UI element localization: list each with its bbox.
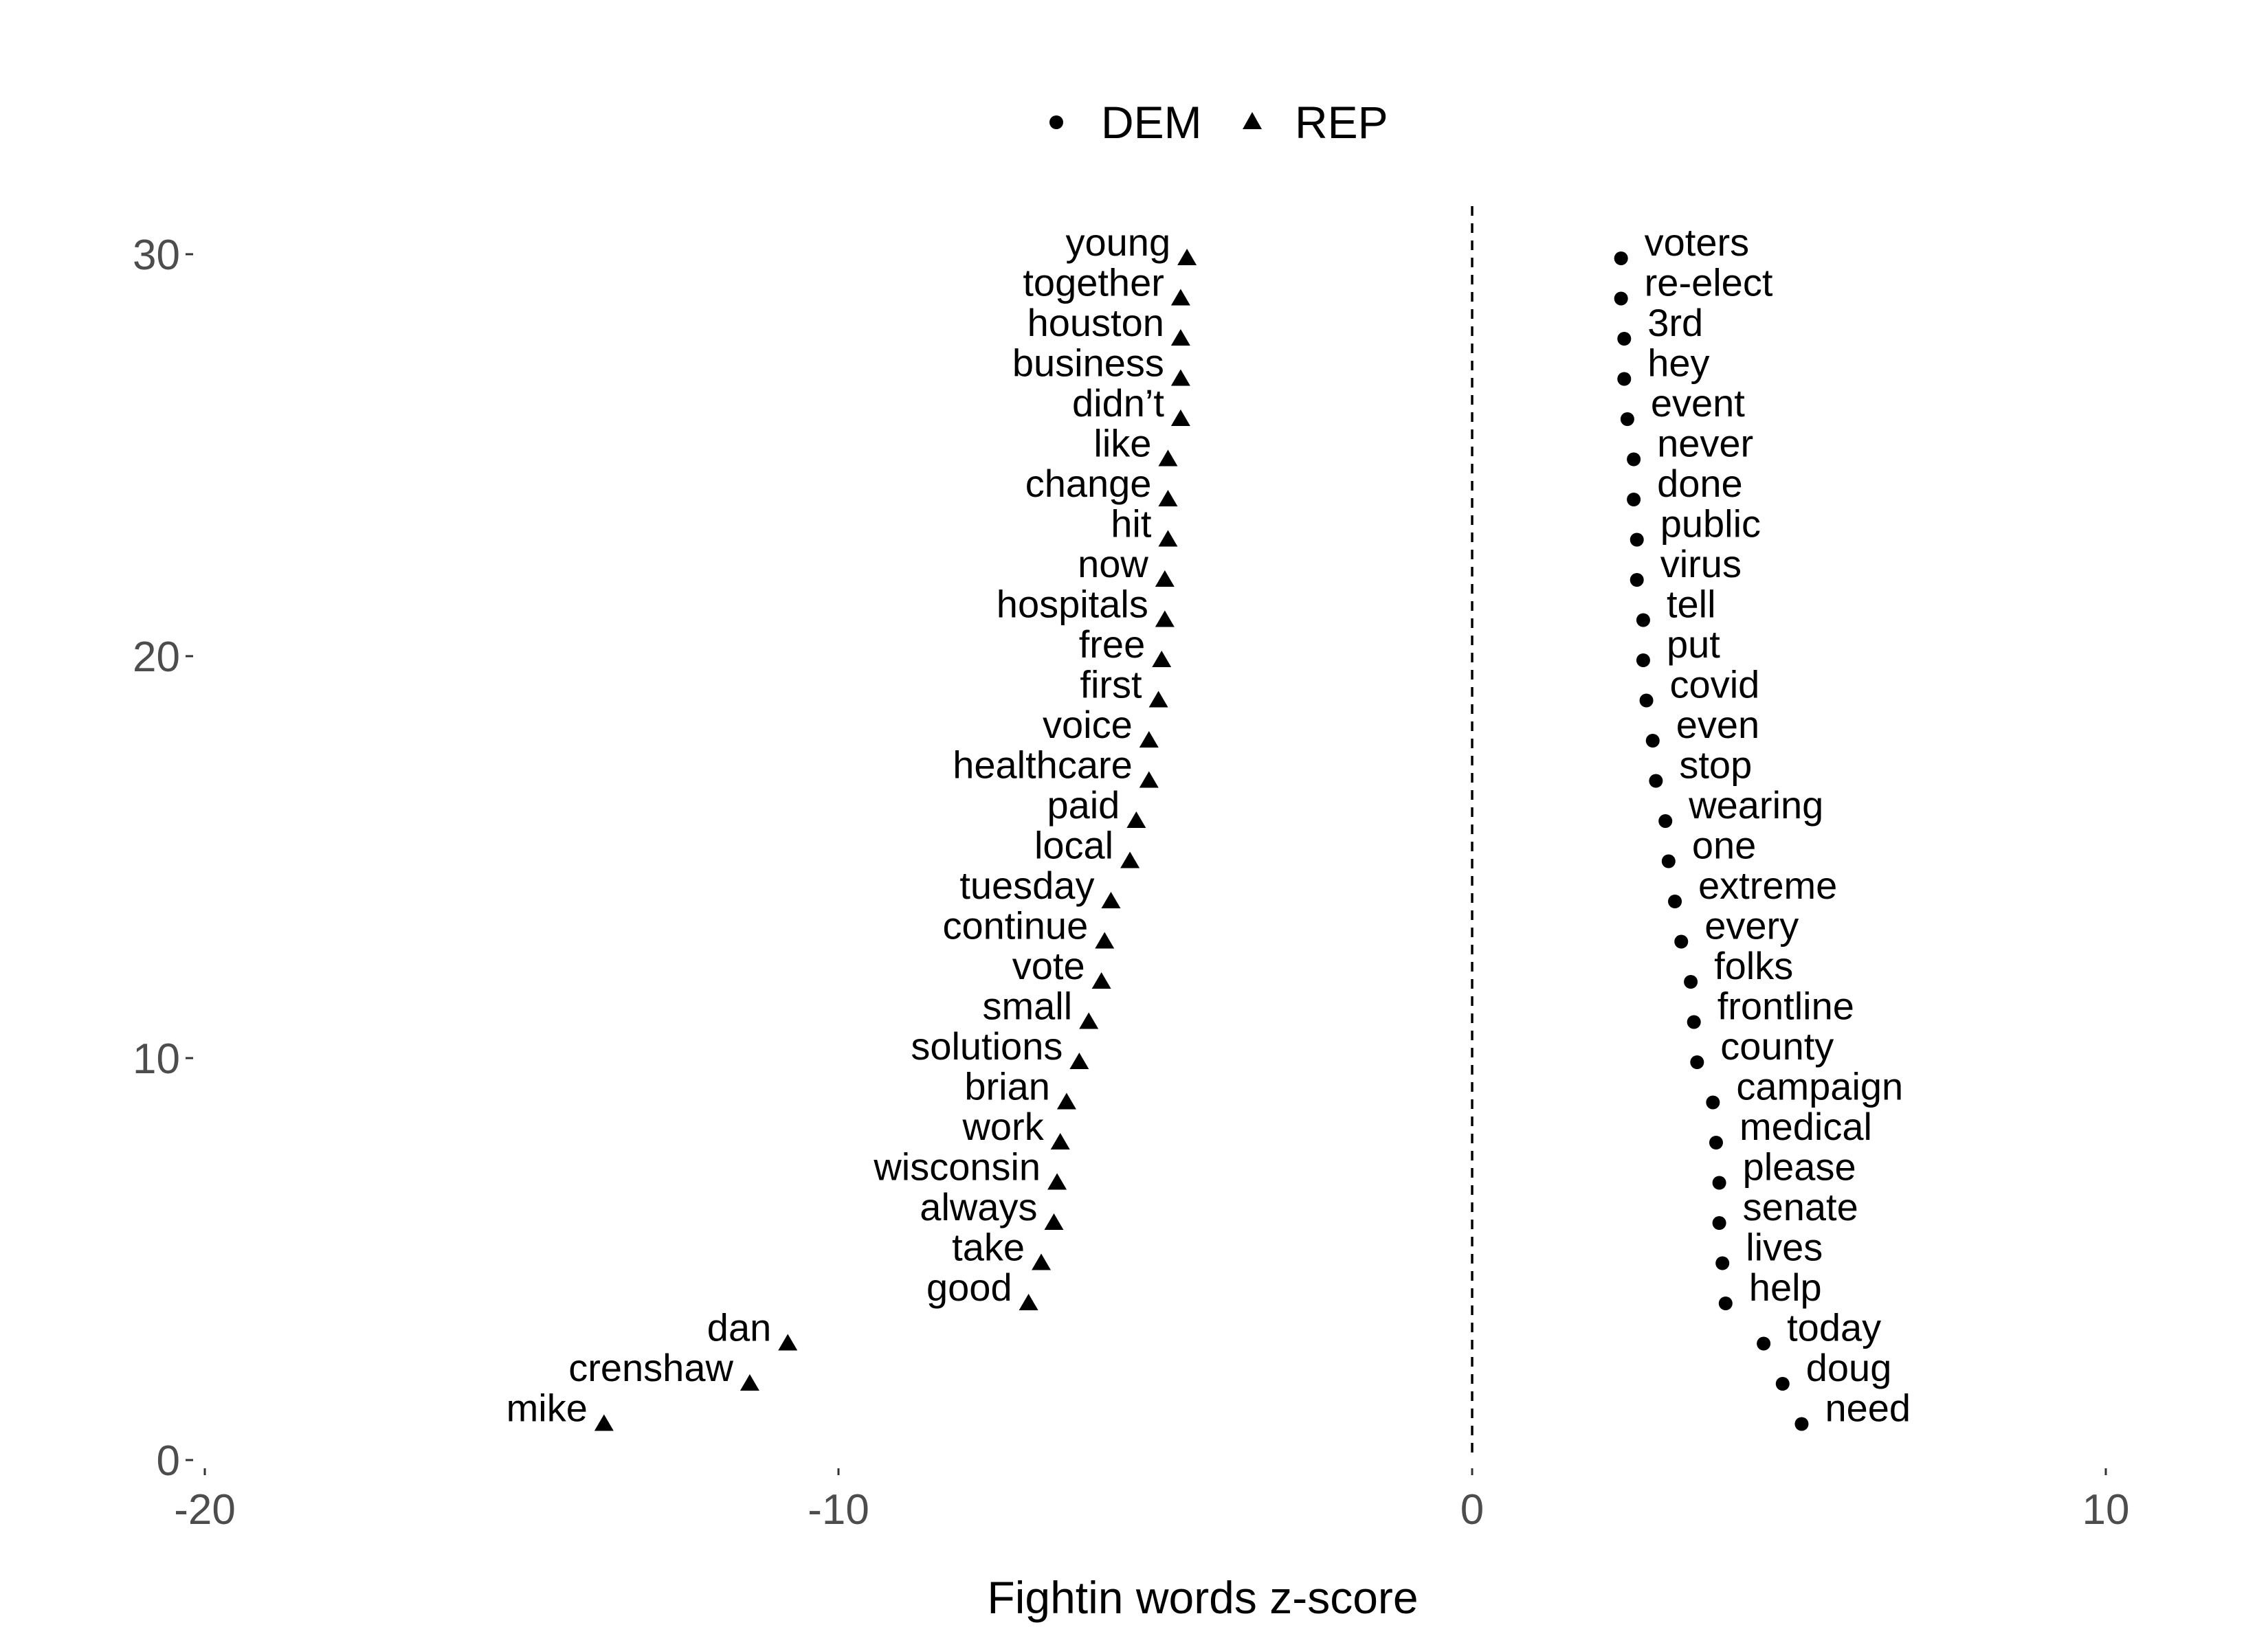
rep-word-label: tuesday bbox=[959, 864, 1095, 907]
dem-word-label: please bbox=[1742, 1145, 1856, 1189]
dem-word-label: extreme bbox=[1698, 864, 1838, 907]
rep-word-label: business bbox=[1012, 341, 1164, 385]
dem-word-label: lives bbox=[1746, 1225, 1823, 1269]
dem-point bbox=[1617, 332, 1631, 346]
rep-word-label: like bbox=[1093, 421, 1152, 465]
rep-word-label: paid bbox=[1047, 783, 1120, 827]
x-tick-label: -20 bbox=[174, 1486, 236, 1534]
rep-word-label: continue bbox=[942, 904, 1089, 947]
rep-point bbox=[1139, 772, 1159, 788]
x-tick-label: -10 bbox=[808, 1486, 869, 1534]
dem-word-label: voters bbox=[1644, 221, 1750, 264]
dem-point bbox=[1709, 1136, 1723, 1149]
rep-point bbox=[1079, 1013, 1098, 1029]
dem-point bbox=[1636, 614, 1650, 627]
dem-point bbox=[1617, 372, 1631, 386]
rep-point bbox=[1126, 811, 1146, 828]
rep-word-label: first bbox=[1080, 662, 1142, 706]
x-tick-label: 0 bbox=[1460, 1486, 1485, 1534]
rep-word-label: together bbox=[1023, 260, 1164, 304]
rep-point bbox=[1019, 1294, 1038, 1310]
rep-word-label: take bbox=[952, 1225, 1025, 1269]
rep-point bbox=[1171, 370, 1190, 386]
rep-point bbox=[1057, 1093, 1076, 1110]
rep-point bbox=[1158, 490, 1177, 506]
dem-word-label: 3rd bbox=[1647, 301, 1704, 344]
rep-point bbox=[594, 1415, 614, 1431]
y-tick-label: 30 bbox=[133, 232, 180, 279]
dem-word-label: stop bbox=[1679, 743, 1753, 787]
point-labels bbox=[507, 221, 1911, 1430]
rep-word-label: young bbox=[1065, 221, 1171, 264]
dem-word-label: need bbox=[1825, 1386, 1911, 1430]
rep-word-label: dan bbox=[707, 1305, 772, 1349]
rep-point bbox=[1158, 530, 1177, 547]
rep-word-label: hit bbox=[1111, 502, 1152, 546]
dem-word-label: tell bbox=[1666, 582, 1716, 626]
rep-point bbox=[1171, 410, 1190, 426]
y-tick-label: 20 bbox=[133, 633, 180, 681]
legend-dem-marker bbox=[1049, 115, 1063, 129]
dem-word-label: medical bbox=[1739, 1105, 1872, 1148]
dem-point bbox=[1621, 412, 1634, 426]
rep-word-label: voice bbox=[1043, 703, 1133, 746]
dem-point bbox=[1614, 251, 1628, 265]
x-tick-label: 10 bbox=[2082, 1486, 2130, 1534]
dem-word-label: re-elect bbox=[1644, 260, 1773, 304]
rep-word-label: always bbox=[920, 1185, 1038, 1229]
rep-point bbox=[1032, 1254, 1051, 1270]
rep-point bbox=[1101, 892, 1120, 908]
legend-rep-label: REP bbox=[1295, 97, 1388, 148]
rep-word-label: houston bbox=[1027, 301, 1164, 344]
rep-word-label: mike bbox=[506, 1386, 588, 1430]
rep-point bbox=[1047, 1174, 1067, 1190]
rep-point bbox=[1149, 691, 1168, 708]
dem-point bbox=[1674, 935, 1688, 949]
rep-point bbox=[1069, 1053, 1089, 1069]
rep-point bbox=[1158, 450, 1177, 467]
rep-point bbox=[1051, 1133, 1070, 1149]
dem-point bbox=[1627, 453, 1641, 467]
rep-point bbox=[1171, 329, 1190, 346]
rep-point bbox=[1092, 972, 1111, 989]
rep-word-label: now bbox=[1078, 542, 1148, 585]
rep-word-label: solutions bbox=[911, 1024, 1063, 1068]
dem-point bbox=[1630, 533, 1644, 547]
dem-point bbox=[1687, 1016, 1701, 1029]
dem-word-label: covid bbox=[1669, 662, 1760, 706]
rep-point bbox=[1155, 570, 1175, 587]
dem-point bbox=[1794, 1417, 1808, 1431]
dem-word-label: folks bbox=[1714, 944, 1794, 987]
rep-word-label: small bbox=[982, 984, 1073, 1028]
dem-word-label: county bbox=[1720, 1024, 1834, 1068]
rep-point bbox=[778, 1334, 797, 1351]
rep-word-label: work bbox=[962, 1105, 1044, 1148]
dem-point bbox=[1713, 1216, 1726, 1230]
dem-point bbox=[1640, 694, 1654, 708]
dem-point bbox=[1627, 493, 1641, 506]
dem-word-label: help bbox=[1748, 1266, 1822, 1309]
dem-point bbox=[1658, 814, 1672, 828]
dem-word-label: put bbox=[1666, 622, 1720, 666]
dem-word-label: doug bbox=[1805, 1346, 1892, 1389]
rep-point bbox=[1152, 651, 1171, 667]
dem-word-label: every bbox=[1704, 904, 1799, 947]
data-points bbox=[594, 249, 1809, 1431]
dem-point bbox=[1662, 855, 1676, 868]
dem-word-label: campaign bbox=[1736, 1064, 1904, 1108]
dem-point bbox=[1614, 292, 1628, 306]
dem-word-label: wearing bbox=[1689, 783, 1824, 827]
dem-point bbox=[1649, 774, 1663, 788]
dem-point bbox=[1713, 1176, 1726, 1190]
rep-word-label: didn’t bbox=[1072, 381, 1164, 425]
y-tick-label: 0 bbox=[156, 1437, 180, 1485]
rep-word-label: wisconsin bbox=[874, 1145, 1041, 1189]
dem-point bbox=[1630, 573, 1644, 587]
dem-point bbox=[1684, 975, 1698, 989]
rep-point bbox=[1171, 289, 1190, 306]
dem-word-label: public bbox=[1660, 502, 1761, 546]
rep-word-label: local bbox=[1034, 823, 1114, 867]
y-tick-label: 10 bbox=[133, 1035, 180, 1083]
rep-word-label: vote bbox=[1012, 944, 1085, 987]
dem-point bbox=[1706, 1096, 1720, 1110]
rep-word-label: change bbox=[1025, 462, 1152, 505]
rep-word-label: brian bbox=[964, 1064, 1050, 1108]
dem-point bbox=[1715, 1257, 1729, 1270]
dem-word-label: today bbox=[1787, 1305, 1882, 1349]
rep-point bbox=[1139, 731, 1159, 748]
legend-dem-label: DEM bbox=[1101, 97, 1202, 148]
dem-word-label: hey bbox=[1647, 341, 1710, 385]
dem-word-label: event bbox=[1650, 381, 1745, 425]
dem-point bbox=[1719, 1297, 1733, 1310]
rep-point bbox=[1044, 1213, 1063, 1230]
rep-word-label: hospitals bbox=[996, 582, 1148, 626]
dem-point bbox=[1690, 1055, 1704, 1069]
x-axis-title: Fightin words z-score bbox=[987, 1572, 1419, 1623]
rep-point bbox=[1120, 852, 1139, 868]
rep-word-label: healthcare bbox=[953, 743, 1133, 787]
dem-point bbox=[1776, 1377, 1790, 1391]
dem-word-label: done bbox=[1657, 462, 1743, 505]
dem-word-label: even bbox=[1676, 703, 1760, 746]
dem-word-label: frontline bbox=[1717, 984, 1854, 1028]
dem-point bbox=[1636, 653, 1650, 667]
dem-point bbox=[1668, 895, 1682, 908]
dem-point bbox=[1646, 734, 1660, 748]
rep-word-label: free bbox=[1078, 622, 1146, 666]
legend-rep-marker bbox=[1243, 112, 1262, 129]
rep-point bbox=[1177, 249, 1197, 265]
rep-point bbox=[1155, 611, 1175, 627]
dem-point bbox=[1757, 1337, 1770, 1351]
rep-word-label: crenshaw bbox=[568, 1346, 733, 1389]
rep-point bbox=[740, 1374, 759, 1391]
dem-word-label: one bbox=[1691, 823, 1757, 867]
legend bbox=[1049, 97, 1388, 148]
dem-word-label: virus bbox=[1660, 542, 1742, 585]
dem-word-label: senate bbox=[1742, 1185, 1858, 1229]
rep-point bbox=[1095, 932, 1114, 949]
rep-word-label: good bbox=[926, 1266, 1012, 1309]
dem-word-label: never bbox=[1657, 421, 1754, 465]
